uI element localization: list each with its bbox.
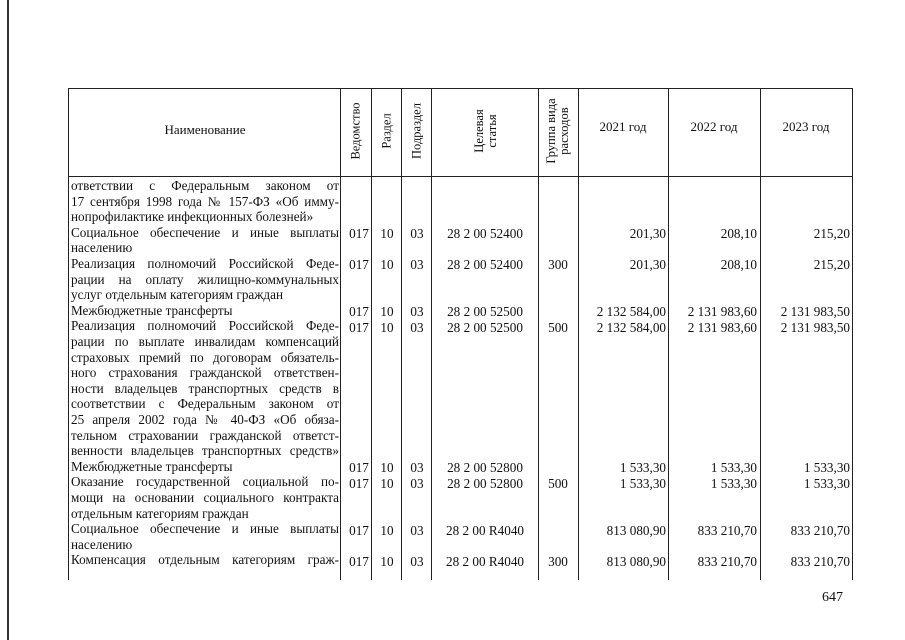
row-name: населению (71, 240, 133, 256)
row-vedomstvo: 017 (349, 553, 369, 569)
header-2023: 2023 год (782, 119, 830, 134)
row-2023: 215,20 (813, 226, 850, 242)
row-2022: 833 210,70 (697, 553, 757, 569)
row-vedomstvo: 017 (349, 304, 369, 320)
row-2021: 1 533,30 (619, 475, 666, 491)
row-2021: 2 132 584,00 (596, 319, 666, 335)
row-vedomstvo: 017 (349, 475, 369, 491)
row-vedomstvo: 017 (349, 460, 369, 476)
row-razdel: 10 (380, 319, 394, 335)
column-divider (371, 88, 372, 580)
row-2023: 2 131 983,50 (780, 319, 850, 335)
column-divider (760, 88, 761, 580)
row-razdel: 10 (380, 553, 394, 569)
row-2023: 833 210,70 (790, 553, 850, 569)
row-target: 28 2 00 52500 (447, 319, 523, 335)
column-divider (578, 88, 579, 580)
row-razdel: 10 (380, 257, 394, 273)
table-top-border (68, 88, 853, 89)
row-podrazdel: 03 (410, 304, 424, 320)
column-divider (68, 88, 69, 580)
row-target: 28 2 00 52800 (447, 475, 523, 491)
column-divider (401, 88, 402, 580)
page-number: 647 (822, 590, 843, 605)
header-2021: 2021 год (599, 119, 647, 134)
row-name: нопрофилактике инфекционных болезней» (71, 209, 314, 225)
header-name: Наименование (164, 122, 246, 137)
row-2023: 1 533,30 (803, 460, 850, 476)
row-name: венности владельцев транспортных средств» (71, 443, 339, 459)
row-razdel: 10 (380, 475, 394, 491)
row-podrazdel: 03 (410, 475, 424, 491)
header-2022: 2022 год (690, 119, 738, 134)
row-razdel: 10 (380, 304, 394, 320)
row-target: 28 2 00 52400 (447, 226, 523, 242)
row-name: Компенсация отдельным категориям граж- (71, 552, 339, 568)
row-name: ного страхования гражданской ответствен- (71, 365, 339, 381)
row-podrazdel: 03 (410, 460, 424, 476)
row-2022: 833 210,70 (697, 522, 757, 538)
row-target: 28 2 00 52400 (447, 257, 523, 273)
row-2022: 2 131 983,60 (687, 319, 757, 335)
row-vedomstvo: 017 (349, 522, 369, 538)
row-group: 300 (548, 553, 568, 569)
row-name: Реализация полномочий Российской Феде- (71, 318, 339, 334)
header-vedomstvo: Ведомство (348, 102, 363, 160)
row-2022: 208,10 (720, 226, 757, 242)
row-2021: 2 132 584,00 (596, 304, 666, 320)
row-group: 500 (548, 319, 568, 335)
row-name: Социальное обеспечение и иные выплаты (71, 224, 339, 240)
row-name: ответствии с Федеральным законом от (71, 178, 339, 193)
row-2023: 215,20 (813, 257, 850, 273)
row-podrazdel: 03 (410, 319, 424, 335)
column-divider (852, 88, 853, 580)
column-divider (340, 88, 341, 580)
header-group: Группа вида расходов (544, 98, 571, 164)
header-razdel: Раздел (379, 113, 394, 149)
row-name: 25 апреля 2002 года № 40-ФЗ «Об обяза- (71, 412, 339, 427)
column-divider (538, 88, 539, 580)
row-2021: 1 533,30 (619, 460, 666, 476)
row-podrazdel: 03 (410, 553, 424, 569)
row-name: Социальное обеспечение и иные выплаты (71, 521, 339, 537)
row-name: тельном страховании гражданской ответст- (71, 427, 339, 443)
row-name: населению (71, 536, 133, 552)
row-2023: 833 210,70 (790, 522, 850, 538)
header-bottom-border (68, 176, 853, 177)
row-target: 28 2 00 R4040 (445, 522, 525, 538)
header-podrazdel: Подраздел (409, 103, 424, 159)
row-target: 28 2 00 R4040 (445, 553, 525, 569)
row-name: Межбюджетные трансферты (71, 302, 233, 318)
row-name: страховых премий по договорам обязатель- (71, 349, 339, 365)
row-2023: 1 533,30 (803, 475, 850, 491)
row-name: рации по выплате инвалидам компенсаций (71, 334, 339, 349)
row-razdel: 10 (380, 226, 394, 242)
row-target: 28 2 00 52500 (447, 304, 523, 320)
row-2021: 813 080,90 (606, 553, 666, 569)
row-name: Оказание государственной социальной по- (71, 474, 339, 490)
row-group: 300 (548, 257, 568, 273)
column-divider (668, 88, 669, 580)
row-vedomstvo: 017 (349, 319, 369, 335)
header-target: Целевая статья (472, 109, 499, 153)
row-name: мощи на основании социального контракта (71, 490, 339, 505)
column-divider (431, 88, 432, 580)
row-2022: 208,10 (720, 257, 757, 273)
row-podrazdel: 03 (410, 522, 424, 538)
row-2022: 1 533,30 (710, 475, 757, 491)
row-name: 17 сентября 1998 года № 157-ФЗ «Об имму- (71, 193, 339, 209)
row-name: услуг отдельным категориям граждан (71, 287, 284, 303)
row-vedomstvo: 017 (349, 226, 369, 242)
row-podrazdel: 03 (410, 226, 424, 242)
row-2022: 2 131 983,60 (687, 304, 757, 320)
page-edge-line (7, 0, 9, 640)
row-name: ности владельцев транспортных средств в (71, 380, 339, 396)
row-vedomstvo: 017 (349, 257, 369, 273)
row-group: 500 (548, 475, 568, 491)
row-razdel: 10 (380, 460, 394, 476)
row-name: Реализация полномочий Российской Феде- (71, 256, 339, 271)
row-razdel: 10 (380, 522, 394, 538)
row-2021: 201,30 (629, 257, 666, 273)
row-2022: 1 533,30 (710, 460, 757, 476)
row-podrazdel: 03 (410, 257, 424, 273)
row-2021: 201,30 (629, 226, 666, 242)
row-name: отдельным категориям граждан (71, 505, 249, 521)
row-name: Межбюджетные трансферты (71, 458, 233, 474)
row-2021: 813 080,90 (606, 522, 666, 538)
row-name: рации на оплату жилищно-коммунальных (71, 271, 339, 287)
row-target: 28 2 00 52800 (447, 460, 523, 476)
row-2023: 2 131 983,50 (780, 304, 850, 320)
row-name: соответствии с Федеральным законом от (71, 396, 339, 412)
